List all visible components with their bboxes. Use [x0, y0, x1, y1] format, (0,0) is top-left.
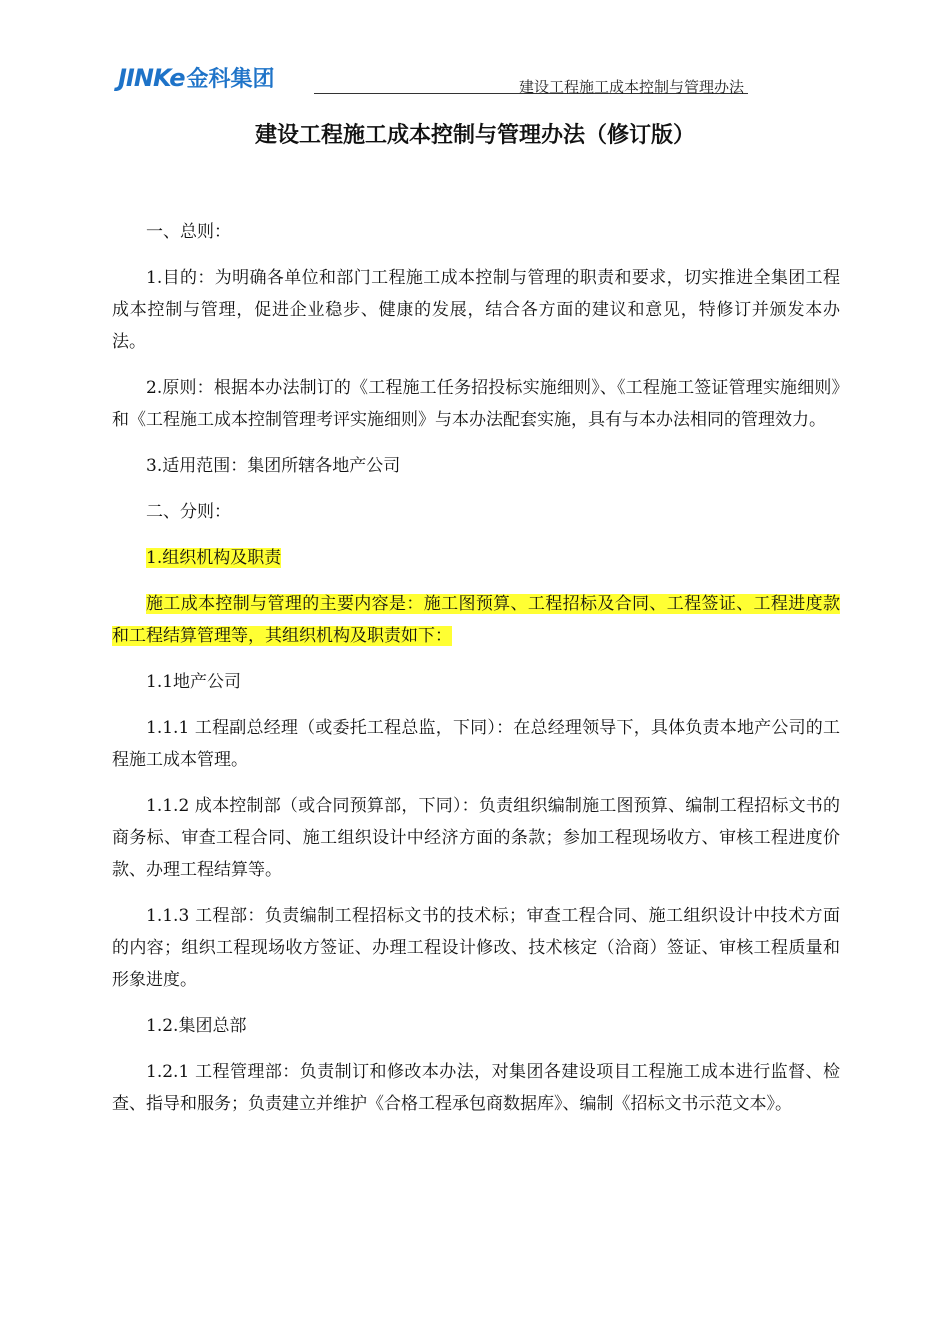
subsection-headquarters: 1.2.集团总部 [146, 1016, 247, 1036]
paragraph-scope: 3.适用范围：集团所辖各地产公司 [146, 456, 401, 476]
paragraph-principle: 2.原则：根据本办法制订的《工程施工任务招投标实施细则》、《工程施工签证管理实施细则》和《工程施工成本控制管理考评实施细则》与本办法配套实施，具有与本办法相同的管理效力。 [112, 378, 840, 430]
section-general-heading: 一、总则： [146, 222, 231, 242]
company-logo [118, 62, 275, 93]
highlighted-text: 1.组织机构及职责 [146, 548, 282, 568]
document-body [112, 216, 840, 1134]
paragraph-1-1-2: 1.1.2 成本控制部（或合同预算部，下同）：负责组织编制施工图预算、编制工程招标文书的商务标、审查工程合同、施工组织设计中经济方面的条款；参加工程现场收方、审核工程进度价款、办理工程结算等。 [112, 796, 840, 880]
paragraph-purpose: 1.目的：为明确各单位和部门工程施工成本控制与管理的职责和要求，切实推进全集团工程成本控制与管理，促进企业稳步、健康的发展，结合各方面的建议和意见，特修订并颁发本办法。 [112, 268, 840, 352]
highlighted-text: 施工成本控制与管理的主要内容是：施工图预算、工程招标及合同、工程签证、工程进度款和工程结算管理等，其组织机构及职责如下： [112, 594, 840, 646]
subsection-local-company: 1.1地产公司 [146, 672, 242, 692]
logo-chinese: 金科集团 [186, 67, 275, 92]
subsection-organization-heading [112, 542, 840, 574]
section-detail-heading: 二、分则： [146, 502, 231, 522]
document-title: 建设工程施工成本控制与管理办法（修订版） [254, 122, 695, 148]
header-title: 建设工程施工成本控制与管理办法 [518, 78, 744, 96]
page-header [118, 62, 748, 96]
paragraph-1-1-1: 1.1.1 工程副总经理（或委托工程总监，下同）：在总经理领导下，具体负责本地产公司的工程施工成本管理。 [112, 718, 840, 770]
paragraph-1-1-3: 1.1.3 工程部：负责编制工程招标文书的技术标；审查工程合同、施工组织设计中技术方面的内容；组织工程现场收方签证、办理工程设计修改、技术核定（洽商）签证、审核工程质量和形象进度。 [112, 906, 840, 990]
paragraph-main-content [112, 588, 840, 652]
paragraph-1-2-1: 1.2.1 工程管理部：负责制订和修改本办法，对集团各建设项目工程施工成本进行监督、检查、指导和服务；负责建立并维护《合格工程承包商数据库》、编制《招标文书示范文本》。 [112, 1062, 840, 1114]
logo-english: JINKe [118, 64, 185, 92]
